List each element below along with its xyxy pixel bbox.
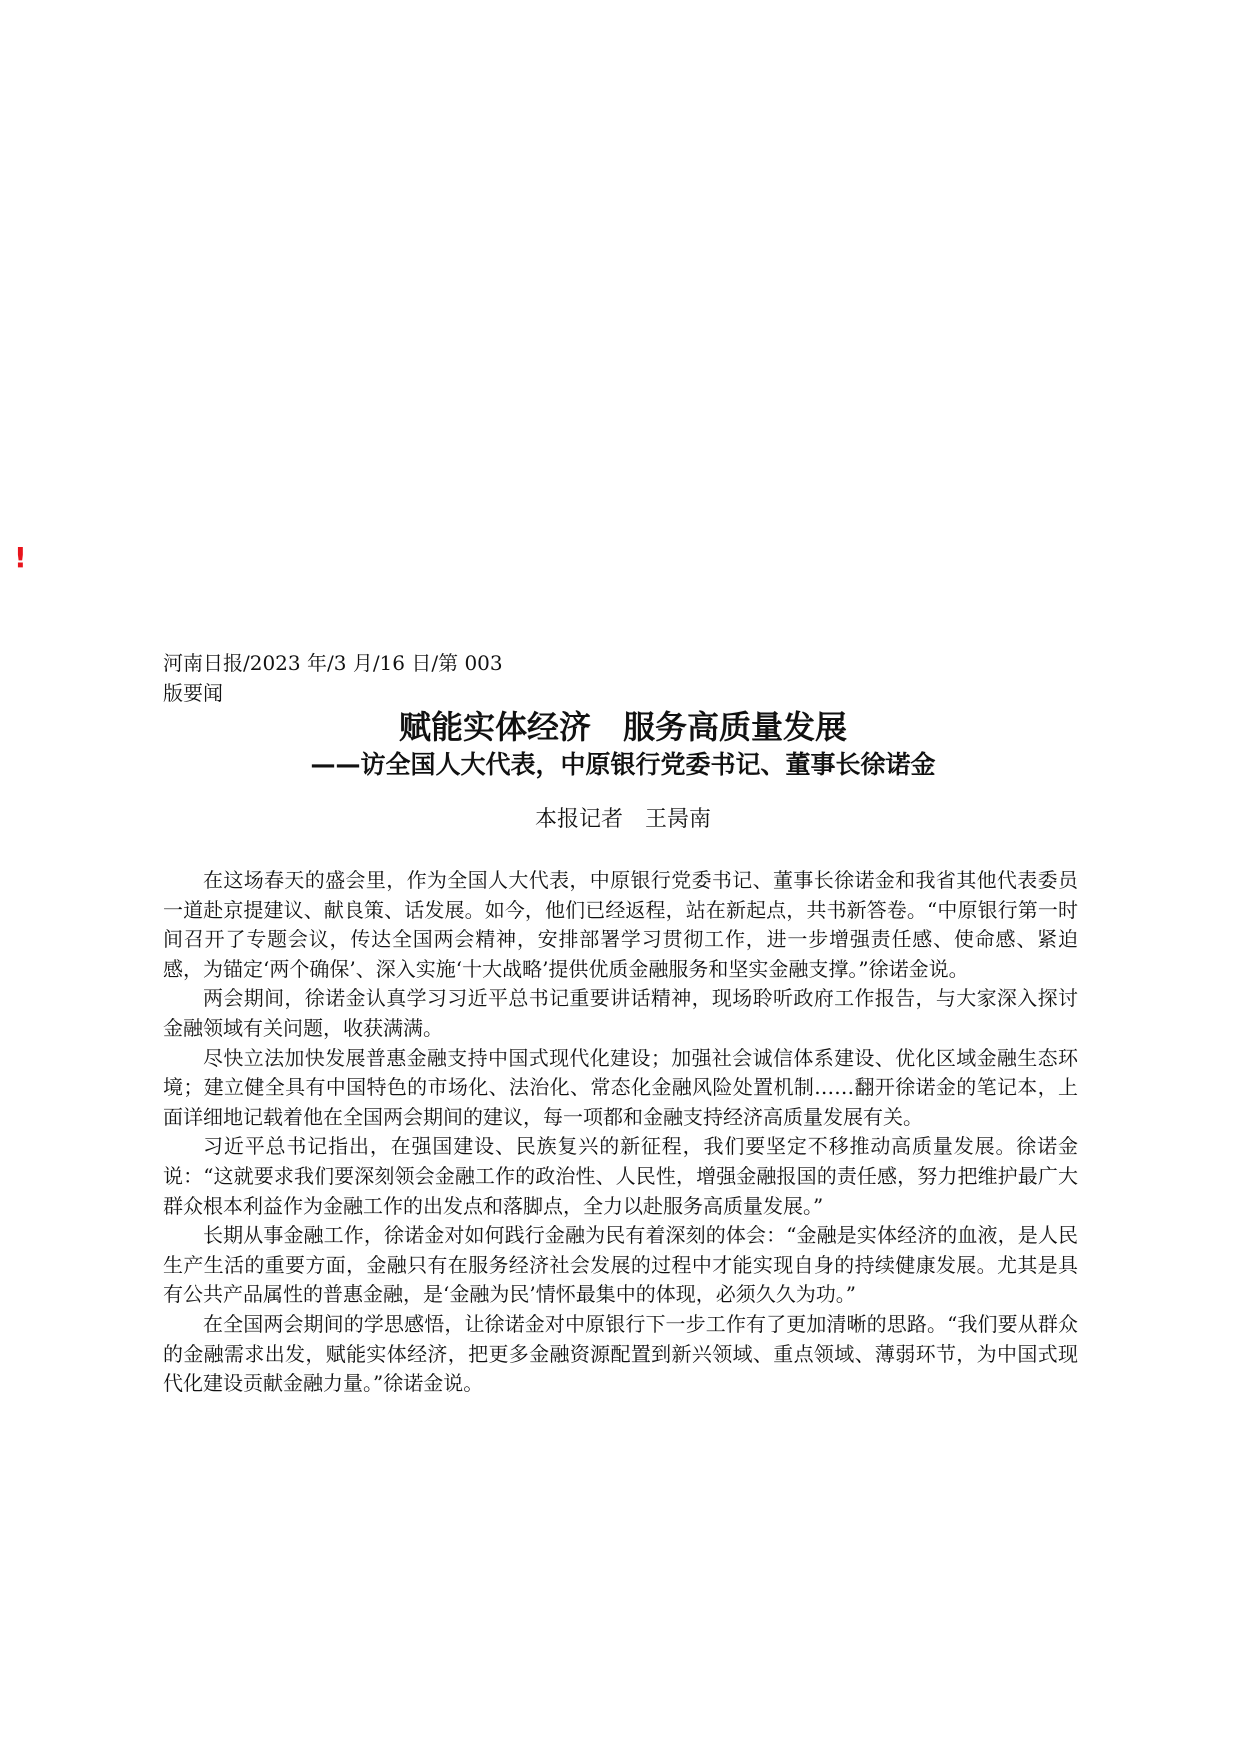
paragraph-5: 长期从事金融工作，徐诺金对如何践行金融为民有着深刻的体会：“金融是实体经济的血液，是人民生产生活的重要方面，金融只有在服务经济社会发展的过程中才能实现自身的持续健康发展。尤其是具有公共产品属性的普惠金融，是‘金融为民’情怀最集中的体现，必须久久为功。” — [163, 1223, 1078, 1307]
paragraph-2: 两会期间，徐诺金认真学习习近平总书记重要讲话精神，现场聆听政府工作报告，与大家深入探讨金融领域有关问题，收获满满。 — [163, 986, 1078, 1040]
article-title: 赋能实体经济 服务高质量发展 — [398, 708, 847, 746]
source-line — [163, 648, 1083, 708]
byline: 本报记者 王昺南 — [534, 807, 711, 832]
article-subtitle: ——访全国人大代表，中原银行党委书记、董事长徐诺金 — [310, 750, 936, 779]
red-exclamation-mark: ! — [14, 541, 27, 574]
paragraph-3: 尽快立法加快发展普惠金融支持中国式现代化建设；加强社会诚信体系建设、优化区域金融生态环境；建立健全具有中国特色的市场化、法治化、常态化金融风险处置机制……翻开徐诺金的笔记本，上面详细地记载着他在全国两会期间的建议，每一项都和金融支持经济高质量发展有关。 — [163, 1045, 1078, 1129]
paragraph-4: 习近平总书记指出，在强国建设、民族复兴的新征程，我们要坚定不移推动高质量发展。徐诺金说：“这就要求我们要深刻领会金融工作的政治性、人民性，增强金融报国的责任感，努力把维护最广大群众根本利益作为金融工作的出发点和落脚点，全力以赴服务高质量发展。” — [163, 1134, 1078, 1218]
paragraph-1: 在这场春天的盛会里，作为全国人大代表，中原银行党委书记、董事长徐诺金和我省其他代表委员一道赴京提建议、献良策、话发展。如今，他们已经返程，站在新起点，共书新答卷。“中原银行第一时间召开了专题会议，传达全国两会精神，安排部署学习贯彻工作，进一步增强责任感、使命感、紧迫感，为锚定‘两个确保’、深入实施‘十大战略’提供优质金融服务和坚实金融支撑。”徐诺金说。 — [163, 868, 1078, 981]
article-body — [163, 866, 1078, 1399]
source-line-2: 版要闻 — [163, 681, 223, 705]
source-line-1: 河南日报/2023 年/3 月/16 日/第 003 — [163, 651, 503, 675]
paragraph-6: 在全国两会期间的学思感悟，让徐诺金对中原银行下一步工作有了更加清晰的思路。“我们要从群众的金融需求出发，赋能实体经济，把更多金融资源配置到新兴领域、重点领域、薄弱环节，为中国式现代化建设贡献金融力量。”徐诺金说。 — [163, 1311, 1078, 1396]
